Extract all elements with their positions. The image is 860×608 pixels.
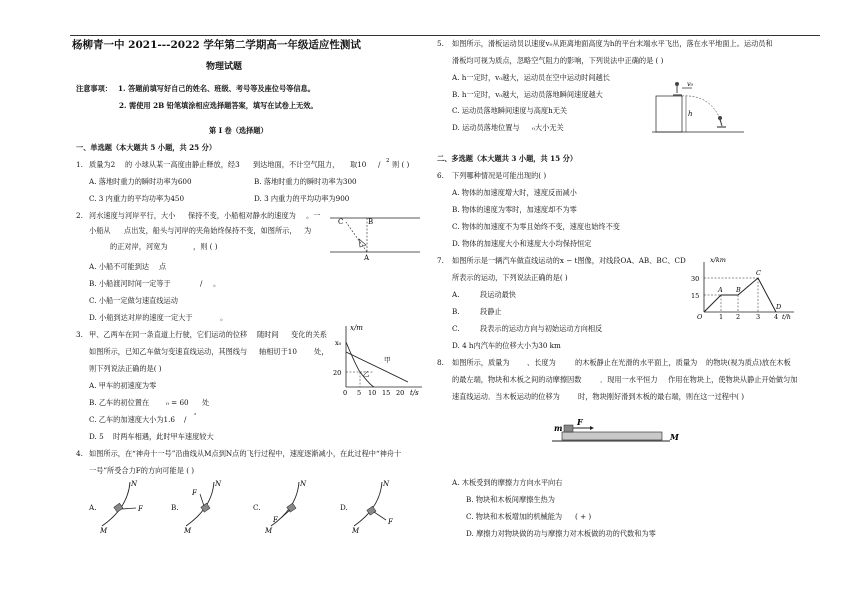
q1-option-d: D. 3 内重力的平均功率为900: [254, 194, 350, 203]
q2-line2-c: 为: [304, 226, 312, 235]
q8-line3-a: 速直线运动．当木板运动的位移为: [452, 392, 560, 401]
q3-option-c-slash: /: [184, 415, 187, 424]
q7-option-b-tail: 段静止: [480, 307, 502, 316]
q3-option-c: C. 乙车的加速度大小为1.6: [89, 415, 175, 424]
q1-stem-f: 2: [386, 158, 390, 164]
q7-fig-A: A: [718, 286, 723, 294]
q4-c-N: N: [300, 480, 307, 488]
q5-option-d: D. 运动员落地位置与: [452, 123, 520, 132]
q4-b-M: M: [184, 527, 192, 535]
q2-line1-c: 。一: [306, 211, 321, 220]
notes-line2: 2. 需使用 2B 铅笔填涂相应选择题答案，填写在试卷上无效。: [119, 101, 318, 110]
q4-figure-c: [263, 478, 323, 534]
q7-option-d: D. 4 h内汽车的位移大小为30 km: [452, 341, 561, 350]
q8-line2-a: 的最左端，物块和木板之间的动摩擦因数: [452, 375, 582, 384]
q6-stem: 下列哪种情况是可能出现的( ): [452, 171, 547, 180]
q4-number: 4.: [76, 449, 83, 458]
q2-fig-label-a: A: [364, 254, 370, 262]
q3-line2-b: 轴相切于10: [259, 347, 297, 356]
q3-option-b: B. 乙车的初位置在: [89, 398, 150, 407]
q4-option-d: D.: [340, 503, 348, 512]
q8-line3-b: 时，物块刚好滑到木板的最右端，则在这一过程中( ): [578, 392, 745, 401]
q4-b-N: N: [215, 480, 222, 488]
q8-option-d: D. 摩擦力对物块做的功与摩擦力对木板做的功的代数和为零: [466, 529, 656, 538]
q7-fig-ylabel: x/km: [710, 256, 726, 264]
q4-line1: 如图所示，在“神舟十一号”沿曲线从M点到N点的飞行过程中，速度逐渐减小，在此过程中“神舟十: [89, 449, 402, 458]
q7-fig-tick-4: 4: [774, 313, 779, 321]
q3-fig-ylabel: x/m: [350, 324, 363, 332]
q3-fig-tick-15: 15: [382, 389, 391, 397]
q3-fig-tick-20: 20: [396, 389, 405, 397]
q4-d-N: N: [383, 480, 390, 488]
exam-subtitle: 物理试题: [206, 62, 243, 72]
notes-label: 注意事项：: [76, 84, 112, 93]
q8-line2-b: ．现用一水平恒力: [600, 375, 658, 384]
exam-title: 杨柳青一中 2021---2022 学年第二学期高一年级适应性测试: [72, 39, 361, 51]
q6-option-b: B. 物体的速度为零时，加速度却不为零: [452, 205, 577, 214]
q4-d-F: F: [388, 518, 393, 526]
q5-skateboard-figure: [652, 80, 744, 136]
q5-line2: 滑板均可视为质点，忽略空气阻力的影响，下列说法中正确的是 ( ): [452, 56, 664, 65]
notes-line1: 1. 答题前填写好自己的姓名、班级、考号等及座位号等信息。: [118, 84, 315, 93]
q2-line2-a: 小船从: [89, 226, 111, 235]
q7-number: 7.: [437, 256, 444, 265]
q3-fig-tick-10: 10: [368, 389, 377, 397]
q3-line1-b: 随时间: [257, 330, 279, 339]
q4-a-F: F: [138, 505, 143, 513]
q3-fig-jia: 甲: [384, 356, 391, 364]
q4-figure-a: [98, 478, 158, 534]
q4-option-c: C.: [253, 503, 261, 512]
q6-option-c: C. 物体的加速度不为零且始终不变，速度也始终不变: [452, 222, 620, 231]
q1-option-a: A. 落地时重力的瞬时功率为600: [89, 177, 192, 186]
part1-title: 第 I 卷（选择题）: [209, 126, 268, 135]
q3-line1-c: 变化的关系: [291, 330, 327, 339]
q3-option-b-tail: 处: [202, 398, 210, 407]
q2-river-figure: [330, 212, 420, 260]
q3-number: 3.: [76, 330, 83, 339]
section1-title: 一、单选题（本大题共 5 小题，共 25 分）: [76, 143, 217, 152]
q2-fig-label-b: B: [368, 218, 374, 226]
q4-a-M: M: [100, 527, 108, 535]
q2-fig-label-c: C: [338, 218, 344, 226]
q7-option-a-tail: 段运动最快: [480, 290, 516, 299]
q1-option-c: C. 3 内重力的平均功率为450: [89, 194, 185, 203]
q7-fig-xlabel: t/h: [782, 313, 791, 321]
q6-option-d: D. 物体的加速度大小和速度大小均保持恒定: [452, 239, 592, 248]
q3-option-c-sup: ²: [194, 413, 197, 419]
q2-option-c: C. 小船一定做匀速直线运动: [89, 296, 178, 305]
q7-option-a: A.: [452, 290, 460, 299]
q6-number: 6.: [437, 171, 444, 180]
q2-option-b: B. 小船渡河时间一定等于: [89, 279, 171, 288]
q7-fig-tick-3: 3: [756, 313, 761, 321]
q2-option-b-slash: /: [200, 279, 203, 288]
q8-block-figure: [548, 416, 688, 446]
q7-fig-D: D: [776, 303, 782, 311]
q4-figure-d: [350, 478, 410, 534]
q2-option-d-tail: 。: [220, 313, 228, 322]
q2-option-a: A. 小船不可能到达: [89, 262, 150, 271]
q8-fig-m: m: [554, 423, 563, 433]
q7-fig-tick-2: 2: [736, 313, 741, 321]
q3-option-d: D. 5: [89, 432, 104, 441]
q7-line1: 如图所示是一辆汽车做直线运动的x − t图像，对线段OA、AB、BC、CD: [452, 256, 686, 265]
q5-fig-h: h: [688, 110, 693, 118]
q8-number: 8.: [437, 358, 444, 367]
q2-line2-b: 点出发，船头与河岸的夹角始终保持不变，如图所示，: [124, 226, 297, 235]
q3-fig-tick-0: 0: [343, 389, 348, 397]
q2-option-b-tail: 。: [213, 279, 221, 288]
q7-fig-C: C: [756, 269, 761, 277]
q5-option-a: A. h一定时，v₀越大，运动员在空中运动时间越长: [452, 73, 610, 82]
q3-fig-yi: 乙: [363, 370, 370, 378]
q1-stem-d: 取10: [350, 160, 367, 169]
q2-line3-b: ，则 ( ): [193, 242, 218, 251]
q4-option-b: B.: [171, 503, 179, 512]
q1-number: 1.: [76, 160, 83, 169]
q2-option-d: D. 小船到达对岸的速度一定大于: [89, 313, 193, 322]
q7-fig-tick-1: 1: [719, 313, 724, 321]
q7-fig-B: B: [736, 286, 741, 294]
q3-line2-c: 处，: [314, 347, 329, 356]
q7-fig-30: 30: [691, 275, 700, 283]
q3-xt-graph: [326, 322, 426, 396]
q3-line2: 如图所示，已知乙车做匀变速直线运动，其图线与: [89, 347, 248, 356]
q2-option-a-tail: 点: [159, 262, 167, 271]
q7-fig-15: 15: [691, 292, 700, 300]
q3-fig-xlabel: t/s: [410, 389, 419, 397]
q8-line1-c: 的木板静止在光滑的水平面上，质量为: [575, 358, 698, 367]
q3-line1: 甲、乙两车在同一条直道上行驶，它们运动的位移: [89, 330, 248, 339]
q7-option-c: C.: [452, 324, 460, 333]
q4-d-M: M: [352, 527, 360, 535]
q7-xt-graph: [690, 256, 802, 322]
q3-option-a: A. 甲车的初速度为零: [89, 381, 157, 390]
q4-a-N: N: [131, 480, 138, 488]
q5-number: 5.: [437, 39, 444, 48]
q4-b-F: F: [192, 489, 197, 497]
q4-c-M: M: [265, 527, 273, 535]
q4-line2: 一号”所受合力F的方向可能是 ( ): [89, 466, 195, 475]
q8-line1-a: 如图所示，质量为: [452, 358, 510, 367]
q4-option-a: A.: [89, 503, 97, 512]
q7-option-c-tail: 段表示的运动方向与初始运动方向相反: [480, 324, 603, 333]
q5-option-c: C. 运动员落地瞬间速度与高度h无关: [452, 106, 568, 115]
header-rule: [70, 35, 820, 36]
q7-fig-O: O: [697, 313, 703, 321]
q3-fig-x0: x₀: [335, 339, 342, 347]
q2-number: 2.: [76, 211, 83, 220]
q8-line2-c: 作用在物块上，使物块从静止开始做匀加: [668, 375, 798, 384]
q1-option-b: B. 落地时重力的瞬时功率为300: [254, 177, 357, 186]
q2-line1-b: 保持不变，小船相对静水的速度为: [188, 211, 296, 220]
q1-stem-a: 质量为2: [89, 160, 116, 169]
q8-fig-M: M: [670, 432, 679, 442]
q8-option-b: B. 物块和木板间摩擦生热为: [466, 495, 555, 504]
q3-option-d-tail: 时两车相遇，此时甲车速度较大: [113, 432, 214, 441]
q8-fig-F: F: [577, 417, 583, 427]
q3-fig-tick-5: 5: [357, 389, 362, 397]
q7-line2: 所表示的运动，下列说法正确的是( ): [452, 273, 568, 282]
q1-stem-b: 的 小球从某一高度由静止释放，经3: [125, 160, 240, 169]
q3-option-b-val: ₀ = 60: [166, 398, 189, 407]
q8-option-c: C. 物块和木板增加的机械能为: [466, 512, 563, 521]
q5-fig-v0: v₀: [687, 80, 694, 88]
q6-option-a: A. 物体的加速度增大时，速度反而减小: [452, 188, 577, 197]
q8-line1-d: 的物块(视为质点)放在木板: [706, 358, 791, 367]
q3-fig-20: 20: [333, 369, 342, 377]
q4-figure-b: [182, 478, 242, 534]
q1-stem-c: 到达地面，不计空气阻力，: [253, 160, 340, 169]
q4-c-F: F: [273, 516, 278, 524]
section2-title: 二、多选题（本大题共 3 小题，共 15 分）: [437, 154, 578, 163]
q7-option-b: B.: [452, 307, 460, 316]
q5-option-b: B. h一定时，v₀越大，运动员落地瞬间速度越大: [452, 90, 603, 99]
q1-stem-g: 则 ( ): [392, 160, 410, 169]
q8-option-a: A. 木板受到的摩擦力方向水平向右: [452, 478, 563, 487]
q8-line1-b: 、长度为: [527, 358, 556, 367]
q1-stem-e: /: [378, 160, 381, 169]
q5-line1: 如图所示，滑板运动员以速度v₀从距离地面高度为h的平台末端水平飞出，落在水平地面上。运动员和: [452, 39, 773, 48]
q3-line3: 则下列说法正确的是( ): [89, 364, 162, 373]
q8-option-c-tail: ( + ): [575, 512, 592, 521]
q5-option-d-tail: ₀大小无关: [532, 123, 564, 132]
q2-line1-a: 河水速度与河岸平行，大小: [89, 211, 176, 220]
q2-line3-a: 的正对岸，河宽为: [110, 242, 168, 251]
